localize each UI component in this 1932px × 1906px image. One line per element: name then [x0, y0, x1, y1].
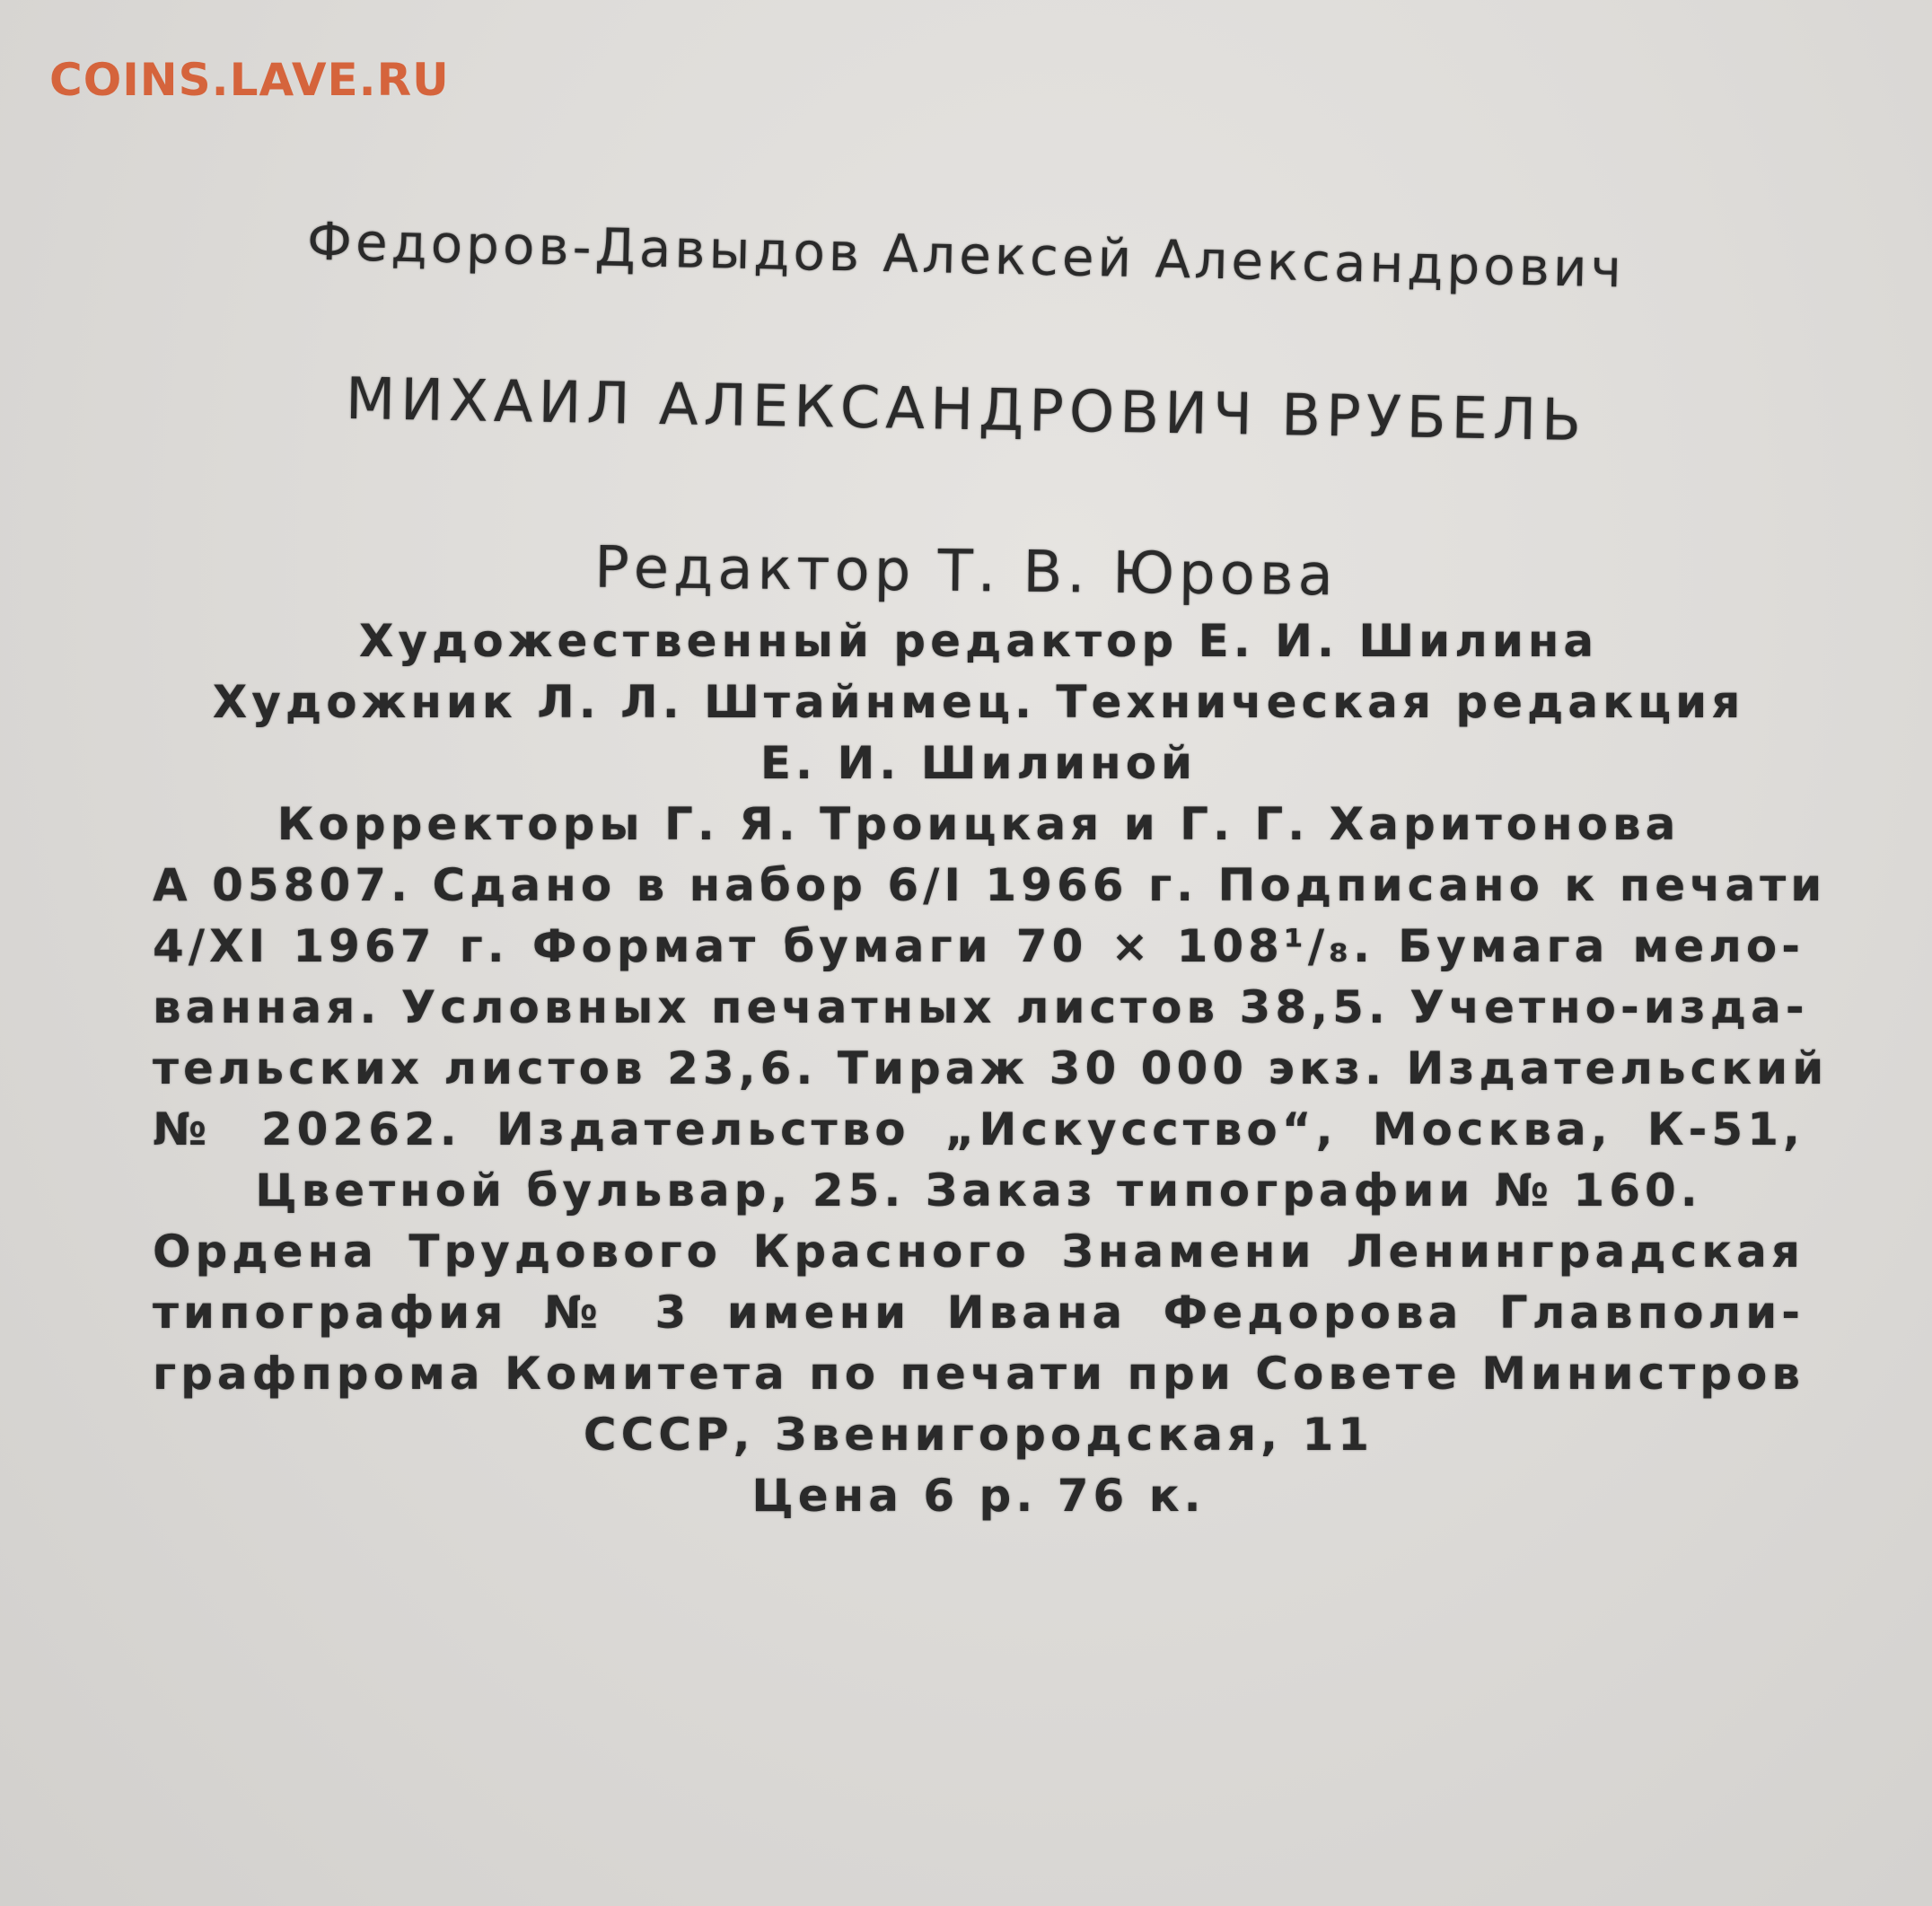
art-editor-line: Художественный редактор Е. И. Шилина [358, 615, 1599, 667]
technical-editor-line: Е. И. Шилиной [760, 737, 1198, 789]
price-line: Цена 6 р. 76 к. [751, 1470, 1206, 1522]
printing-house-address: СССР, Звенигородская, 11 [583, 1409, 1374, 1461]
colophon [153, 610, 1829, 1526]
printing-house-line: графпрома Комитета по печати при Совете Министров [153, 1348, 1805, 1400]
author-name: Федоров-Давыдов Алексей Александрович [306, 210, 1626, 300]
printing-house-line: Ордена Трудового Красного Знамени Ленинградская [153, 1225, 1805, 1278]
proofreaders-line: Корректоры Г. Я. Троицкая и Г. Г. Харитонова [277, 798, 1681, 850]
imprint-text-line: 4/XI 1967 г. Формат бумаги 70 × 108¹/₈. Бумага мело- [153, 920, 1805, 972]
book-title: МИХАИЛ АЛЕКСАНДРОВИЧ ВРУБЕЛЬ [345, 365, 1587, 455]
imprint-text-line: тельских листов 23,6. Тираж 30 000 экз. Издательский [153, 1042, 1829, 1094]
watermark: COINS.LAVE.RU [49, 54, 450, 106]
artist-line: Художник Л. Л. Штайнмец. Техническая редакция [212, 676, 1745, 728]
imprint-text-line: Цветной бульвар, 25. Заказ типографии № 160. [255, 1164, 1702, 1217]
imprint-text-line: А 05807. Сдано в набор 6/I 1966 г. Подписано к печати [153, 859, 1827, 911]
printing-house-line: типография № 3 имени Ивана Федорова Главполи- [153, 1287, 1805, 1339]
imprint-text-line: ванная. Условных печатных листов 38,5. Учетно-изда- [153, 981, 1809, 1033]
editor-line: Редактор Т. В. Юрова [593, 534, 1339, 610]
imprint-text-line: № 20262. Издательство „Искусство“, Москва, К-51, [153, 1103, 1805, 1155]
